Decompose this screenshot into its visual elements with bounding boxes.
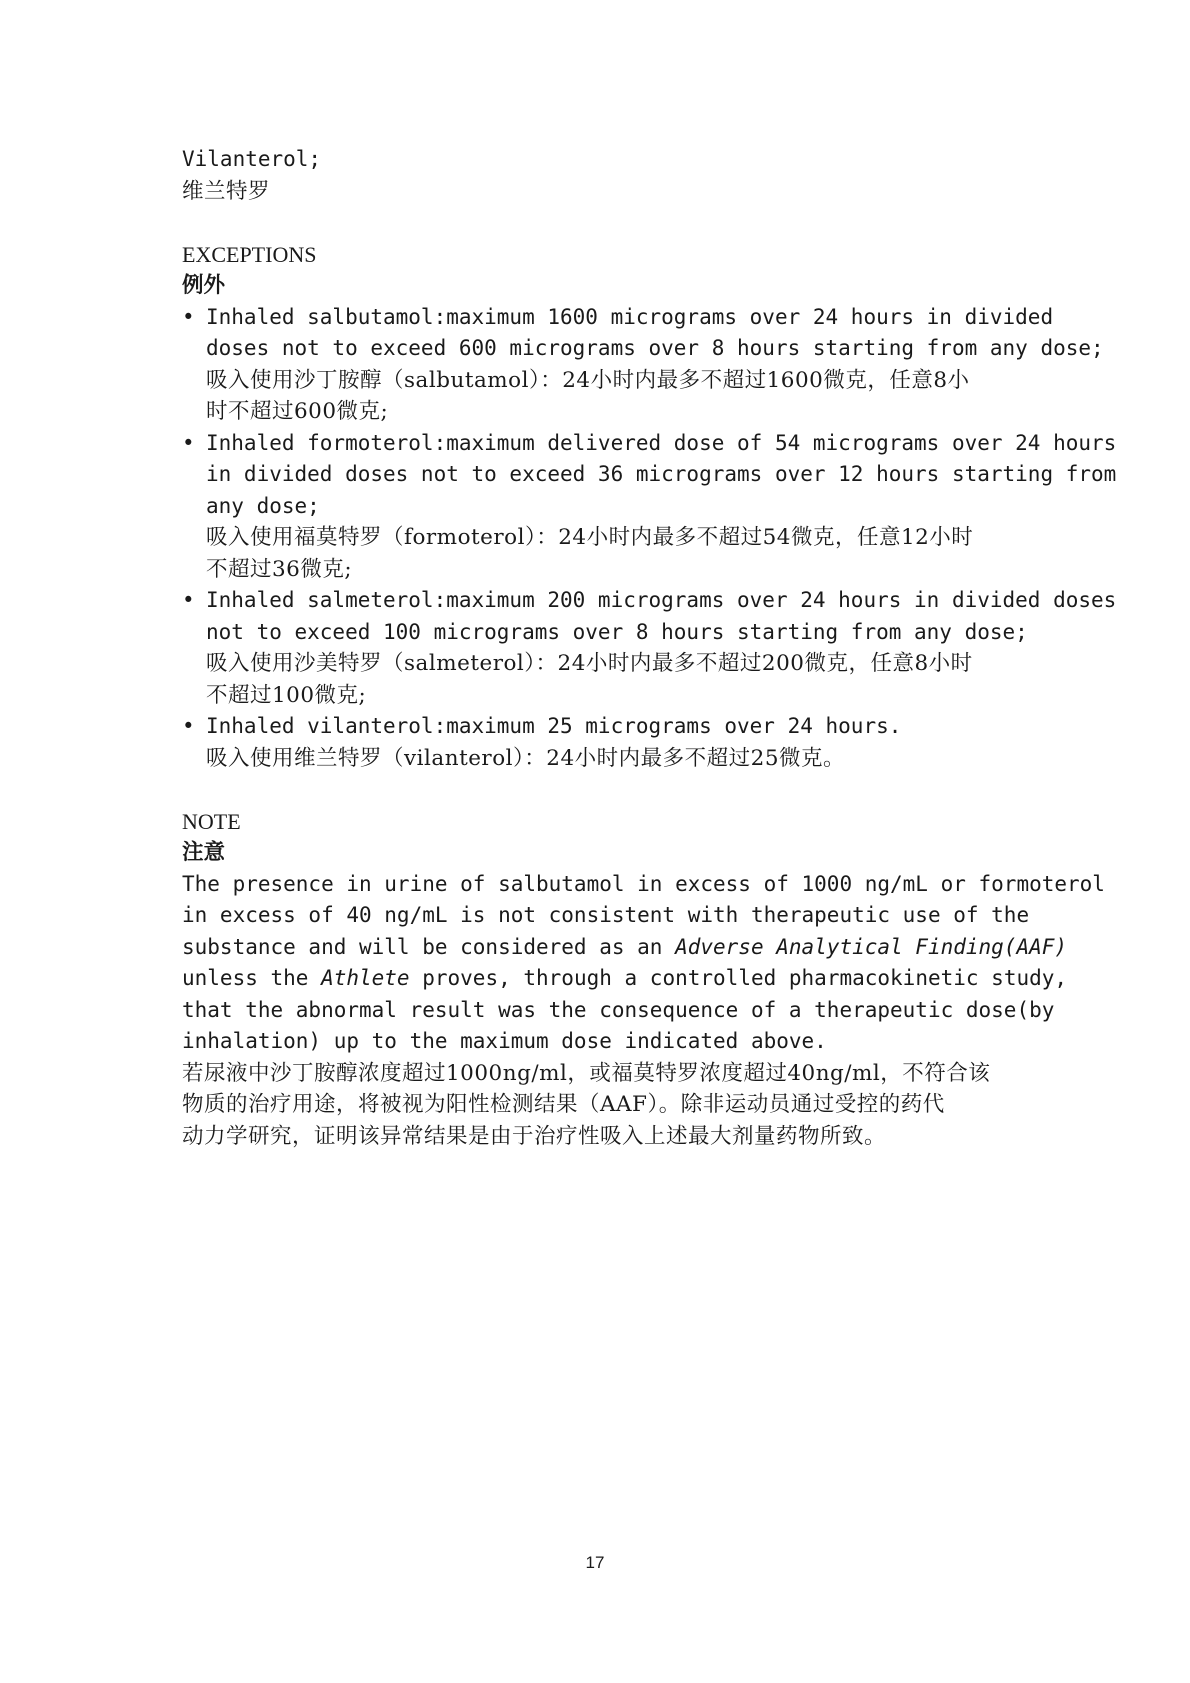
exception-zh-line: 吸入使用维兰特罗（vilanterol）：24小时内最多不超过25微克。 (206, 745, 845, 771)
exception-item-vilanterol (182, 711, 1020, 774)
note-text: proves, through a controlled pharmacokinetic study, (409, 966, 1068, 990)
note-text: substance and will be considered as an (182, 934, 676, 959)
note-heading-zh: 注意 (182, 840, 226, 865)
exception-item-salmeterol (182, 585, 1117, 711)
intro-zh: 维兰特罗 (182, 178, 271, 204)
exception-item-salbutamol (182, 302, 1104, 428)
note-en-line: in excess of 40 ng/mL is not consistent with therapeutic use of the (182, 903, 1030, 927)
exception-en-line: Inhaled salmeterol:maximum 200 micrograms over 24 hours in divided doses (206, 588, 1117, 612)
page-number: 17 (585, 1553, 605, 1572)
note-en-line: The presence in urine of salbutamol in excess of 1000 ng/mL or formoterol (182, 871, 1105, 896)
note-en-line: inhalation) up to the maximum dose indicated above. (182, 1029, 827, 1053)
exception-en-line: Inhaled vilanterol:maximum 25 micrograms over 24 hours. (206, 714, 902, 738)
exception-zh-line: 吸入使用沙美特罗（salmeterol）：24小时内最多不超过200微克，任意8小时 (206, 651, 973, 676)
note-paragraph-en (182, 869, 1105, 1058)
note-paragraph-zh (182, 1058, 1020, 1153)
document-page (182, 144, 1117, 1152)
exception-en-line: Inhaled formoterol:maximum delivered dose of 54 micrograms over 24 hours (206, 430, 1117, 455)
exception-zh-line: 吸入使用沙丁胺醇（salbutamol）：24小时内最多不超过1600微克，任意8小 (206, 367, 970, 393)
exception-zh-line: 时不超过600微克; (206, 399, 389, 424)
exception-zh-line: 不超过36微克; (206, 556, 353, 582)
bullet-icon: • (182, 714, 195, 738)
exception-en-line: Inhaled salbutamol:maximum 1600 micrograms over 24 hours in divided (206, 304, 1054, 329)
note-en-line: that the abnormal result was the consequence of a therapeutic dose(by (182, 997, 1055, 1022)
bullet-icon: • (182, 588, 195, 612)
exception-en-line: in divided doses not to exceed 36 micrograms over 12 hours starting from (206, 462, 1117, 486)
note-text: unless the (182, 966, 322, 990)
note-term-athlete: Athlete (321, 966, 410, 990)
exception-en-line: doses not to exceed 600 micrograms over 8 hours starting from any dose; (206, 336, 1104, 360)
bullet-icon: • (182, 304, 195, 329)
note-zh-line: 若尿液中沙丁胺醇浓度超过1000ng/ml，或福莫特罗浓度超过40ng/ml，不符合该 (182, 1060, 991, 1086)
bullet-icon: • (182, 430, 195, 455)
note-en-line (182, 932, 1068, 964)
note-term-aaf: Adverse Analytical Finding(AAF) (675, 934, 1068, 959)
exceptions-heading: EXCEPTIONS (182, 241, 317, 267)
note-en-line (182, 963, 1068, 995)
note-zh-line: 物质的治疗用途，将被视为阳性检测结果（AAF）。除非运动员通过受控的药代 (182, 1092, 945, 1117)
note-zh-line: 动力学研究，证明该异常结果是由于治疗性吸入上述最大剂量药物所致。 (182, 1123, 887, 1149)
exception-en-line: not to exceed 100 micrograms over 8 hours starting from any dose; (206, 619, 1028, 644)
spacer (182, 774, 1020, 806)
exception-zh-line: 不超过100微克; (206, 682, 367, 708)
exception-item-formoterol (182, 428, 1117, 586)
exceptions-heading-zh: 例外 (182, 273, 226, 298)
intro-en: Vilanterol; (182, 147, 322, 171)
spacer (182, 207, 1020, 239)
note-heading: NOTE (182, 808, 241, 834)
exception-zh-line: 吸入使用福莫特罗（formoterol）：24小时内最多不超过54微克，任意12小时 (206, 525, 974, 550)
exception-en-line: any dose; (206, 493, 320, 518)
